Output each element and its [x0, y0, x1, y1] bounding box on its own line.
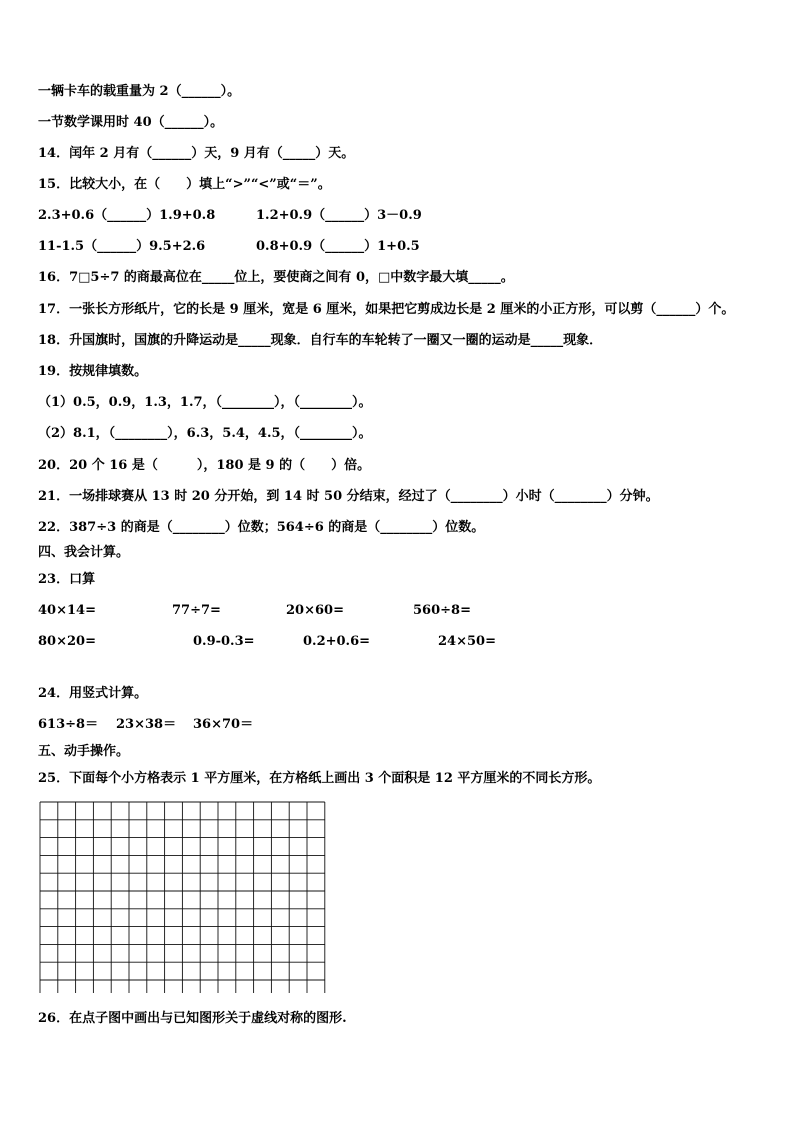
compare-c: 11-1.5（______）9.5+2.6: [38, 239, 206, 254]
oral-item: 0.9-0.3=: [193, 634, 255, 649]
question-23: 23．口算: [38, 572, 96, 587]
compare-a: 2.3+0.6（______）1.9+0.8: [38, 208, 216, 223]
oral-item: 24×50=: [438, 634, 496, 649]
question-25: 25．下面每个小方格表示 1 平方厘米，在方格纸上画出 3 个面积是 12 平方厘米的不同长方形。: [38, 771, 601, 786]
question-19-part-2: （2）8.1，（________），6.3，5.4，4.5，（________）。: [38, 426, 372, 441]
question-16: 16．7□5÷7 的商最高位在_____位上，要使商之间有 0，□中数字最大填_____。: [38, 270, 514, 285]
compare-b: 1.2+0.9（______）3－0.9: [256, 208, 422, 223]
oral-item: 0.2+0.6=: [303, 634, 371, 649]
compare-d: 0.8+0.9（______）1+0.5: [256, 239, 420, 254]
question-20: 20．20 个 16 是（ ），180 是 9 的（ ）倍。: [38, 458, 371, 473]
oral-item: 40×14=: [38, 603, 96, 618]
blank-truck-load: 一辆卡车的载重量为 2（______）。: [38, 84, 241, 99]
question-14: 14．闰年 2 月有（______）天，9 月有（_____）天。: [38, 146, 355, 161]
question-22: 22．387÷3 的商是（________）位数；564÷6 的商是（________）位数。: [38, 520, 485, 535]
section-five-heading: 五、动手操作。: [38, 744, 130, 759]
square-grid[interactable]: [39, 801, 329, 993]
question-17: 17．一张长方形纸片，它的长是 9 厘米，宽是 6 厘米，如果把它剪成边长是 2 厘米的小正方形，可以剪（______）个。: [38, 302, 735, 317]
question-21: 21．一场排球赛从 13 时 20 分开始，到 14 时 50 分结束，经过了（________）小时（________）分钟。: [38, 489, 659, 504]
oral-item: 77÷7=: [172, 603, 221, 618]
blank-class-duration: 一节数学课用时 40（______）。: [38, 115, 224, 130]
oral-item: 80×20=: [38, 634, 96, 649]
question-19: 19．按规律填数。: [38, 364, 148, 379]
question-19-part-1: （1）0.5，0.9，1.3，1.7，（________），（________）。: [38, 395, 372, 410]
question-24: 24．用竖式计算。: [38, 686, 148, 701]
oral-item: 560÷8=: [413, 603, 471, 618]
oral-item: 20×60=: [286, 603, 344, 618]
vertical-item: 23×38＝: [116, 717, 177, 732]
question-26: 26．在点子图中画出与已知图形关于虚线对称的图形.: [38, 1011, 347, 1026]
question-15: 15．比较大小，在（ ）填上“>”“<”或“＝”。: [38, 177, 331, 192]
vertical-item: 36×70＝: [193, 717, 254, 732]
vertical-item: 613÷8＝: [38, 717, 99, 732]
question-18: 18．升国旗时，国旗的升降运动是_____现象．自行车的车轮转了一圈又一圈的运动是_____现象．: [38, 333, 603, 348]
section-four-heading: 四、我会计算。: [38, 545, 130, 560]
